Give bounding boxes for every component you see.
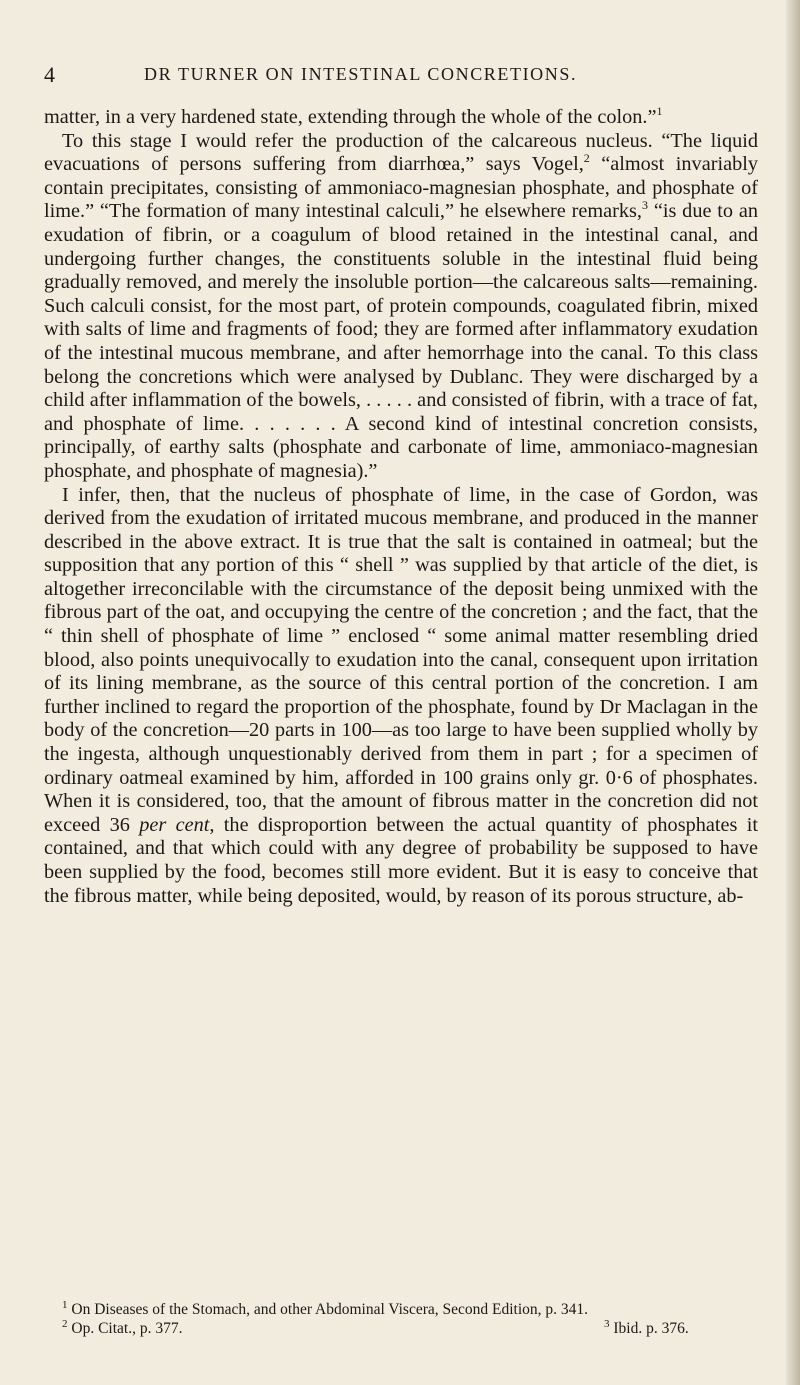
running-title: DR TURNER ON INTESTINAL CONCRETIONS.: [144, 64, 578, 84]
footnote-1-mark: 1: [62, 1298, 68, 1311]
paragraph-3: [44, 484, 758, 909]
footnote-2: [62, 1319, 182, 1338]
footnote-3-text: Ibid. p. 376.: [613, 1320, 689, 1337]
footnote-3: [604, 1319, 689, 1338]
page-number: 4: [44, 62, 57, 87]
footnote-ref-1: 1: [656, 104, 663, 119]
paragraph-1-text: matter, in a very hardened state, extending through the whole of the colon.”: [44, 106, 657, 128]
footnotes: [44, 1300, 758, 1338]
footnote-2-text: Op. Citat., p. 377.: [71, 1320, 183, 1337]
paragraph-3-text-a: I infer, then, that the nucleus of phosphate of lime, in the case of Gordon, was derived from the exudation of irritated mucous membrane, and produced in the manner described in the above extract. It is true that the salt is contained in oatmeal; but the supposition that any portion of this “ shell ” was supplied by that article of the diet, is altogether irreconcilable with the circumstance of the deposit being unmixed with the fibrous part of the oat, and occupying the centre of the concretion ; and the fact, that the “ thin shell of phosphate of lime ” enclosed “ some animal matter resembling dried blood, also points unequivocally to exudation into the canal, consequent upon irritation of its lining membrane, as the source of this central portion of the concretion. I am further inclined to regard the proportion of the phosphate, found by Dr Maclagan in the body of the concretion—20 parts in 100—as too large to have been supplied wholly by the ingesta, although unquestionably derived from them in part ; for a specimen of ordinary oatmeal examined by him, afforded in 100 grains only gr. 0·6 of phosphates. When it is considered, too, that the amount of fibrous matter in the concretion did not exceed 36: [44, 483, 758, 836]
paragraph-2-text-b: “almost invariably contain precipitates, consisting of ammoniaco-magnesian phosphate, and phosphate of lime.” “The formation of many intestinal calculi,” he elsewhere remarks,: [44, 153, 758, 223]
paragraph-2: [44, 130, 758, 484]
footnote-3-mark: 3: [604, 1317, 610, 1330]
footnote-row: [44, 1319, 758, 1338]
footnote-1: [44, 1300, 758, 1319]
page-edge: [786, 0, 800, 1385]
footnote-1-text: On Diseases of the Stomach, and other Abdominal Viscera, Second Edition, p. 341.: [71, 1301, 589, 1318]
footnote-ref-3: 3: [642, 198, 649, 213]
main-text: [44, 106, 758, 908]
paragraph-3-italic: per cent: [139, 813, 210, 836]
paragraph-2-text-c: “is due to an exudation of fibrin, or a coagulum of blood retained in the intestinal canal, and undergoing further changes, the constituents soluble in the intestinal fluid being gradually removed, and merely the insoluble portion—the calcareous salts—remaining. Such calculi consist, for the most part, of protein compounds, coagulated fibrin, mixed with salts of lime and fragments of food; they are formed after inflammatory exudation of the intestinal mucous membrane, and after hemorrhage into the canal. To this class belong the concretions which were analysed by Dublanc. They were discharged by a child after inflammation of the bowels, . . . . . and consisted of fibrin, with a trace of fat, and phosphate of lime. . . . . . . A second kind of intestinal concretion consists, principally, of earthy salts (phosphate and carbonate of lime, ammoniaco-magnesian phosphate, and phosphate of magnesia).”: [44, 200, 759, 482]
paragraph-3-text-b: , the disproportion between the actual quantity of phosphates it contained, and that which could with any degree of probability be supposed to have been supplied by the food, becomes still more evident. But it is easy to conceive that the fibrous matter, while being deposited, would, by reason of its porous structure, ab-: [44, 813, 759, 907]
footnote-ref-2: 2: [583, 151, 590, 166]
paragraph-1: [44, 106, 758, 130]
running-header: [44, 62, 756, 88]
paragraph-2-text-a: To this stage I would refer the production of the calcareous nucleus. “The liquid evacuations of persons suffering from diarrhœa,” says Vogel,: [44, 129, 758, 176]
footnote-2-mark: 2: [62, 1317, 68, 1330]
